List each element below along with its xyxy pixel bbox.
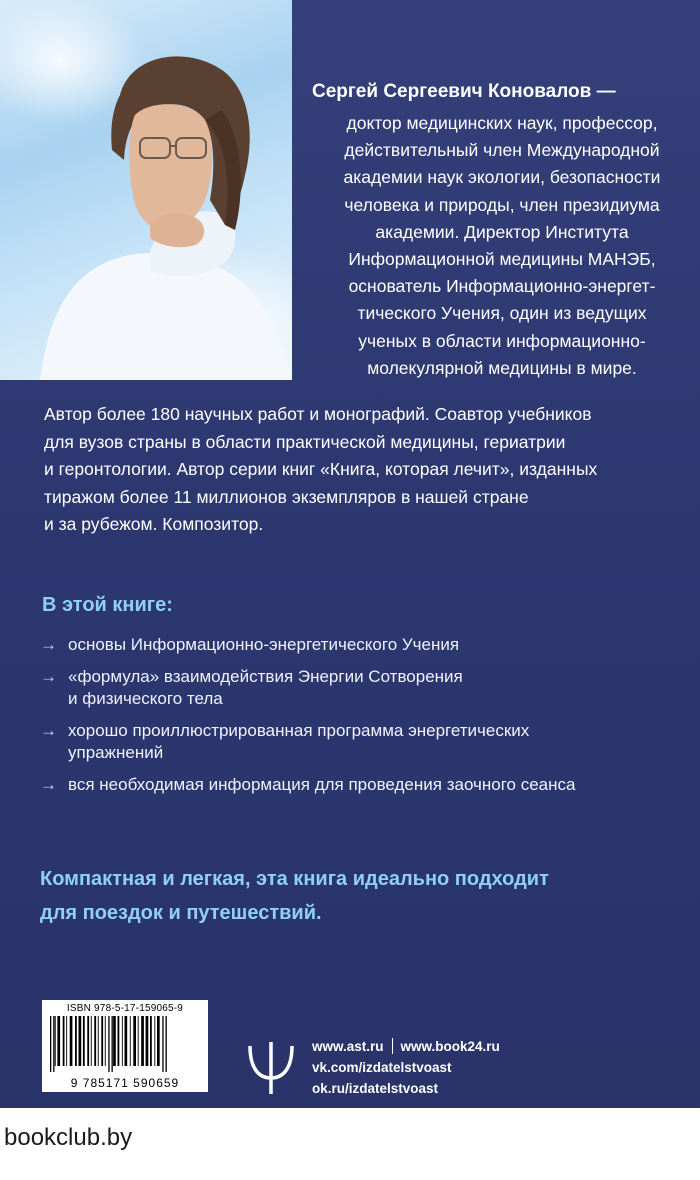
bio-line: доктор медицинских наук, профессор, <box>346 113 658 133</box>
publisher-link[interactable]: www.ast.ru <box>312 1039 384 1054</box>
watermark-text: bookclub.by <box>4 1124 133 1151</box>
barcode-bar <box>138 1016 139 1066</box>
bio-line: ученых в области информационно- <box>358 330 646 351</box>
bio-line: и геронтологии. Автор серии книг «Книга, которая лечит», изданных <box>44 459 598 479</box>
list-item <box>40 666 680 710</box>
barcode-bar <box>113 1016 116 1066</box>
bio-line: академии. Директор Института <box>375 221 629 242</box>
barcode <box>42 1000 208 1092</box>
barcode-bar <box>146 1016 149 1066</box>
author-photo <box>0 0 292 380</box>
tagline-line: Компактная и легкая, эта книга идеально подходит <box>40 868 549 890</box>
isbn-number: ISBN 978-5-17-159065-9 <box>66 1003 184 1014</box>
barcode-bar <box>63 1016 65 1066</box>
list-item-text: «формула» взаимодействия Энергии Сотворения и физического тела <box>68 667 463 708</box>
author-portrait-illustration <box>0 0 292 380</box>
barcode-bar <box>108 1016 109 1072</box>
bio-line: академии наук экологии, безопасности <box>343 167 661 188</box>
barcode-bar <box>55 1016 56 1066</box>
barcode-bar <box>98 1016 99 1066</box>
barcode-bar <box>105 1016 106 1066</box>
list-item-text: вся необходимая информация для проведения заочного сеанса <box>68 775 576 794</box>
bio-line: тиражом более 11 миллионов экземпляров в нашей стране <box>44 486 529 507</box>
barcode-bar <box>112 1016 113 1072</box>
bio-line: Информационной медицины МАНЭБ, <box>348 249 656 270</box>
tagline-line: для поездок и путешествий. <box>40 902 322 924</box>
psi-logo-icon <box>246 1040 296 1096</box>
barcode-bar <box>118 1016 120 1066</box>
barcode-bar <box>166 1016 167 1072</box>
bio-line: человека и природы, член президиума <box>344 194 660 215</box>
barcode-bar <box>157 1016 160 1066</box>
publisher-link[interactable]: vk.com/izdatelstvoast <box>312 1060 452 1075</box>
publisher-link[interactable]: www.book24.ru <box>400 1039 500 1054</box>
publisher-links <box>312 1036 500 1099</box>
barcode-bar <box>162 1016 163 1072</box>
barcode-bar <box>154 1016 155 1066</box>
watermark-bar <box>0 1108 700 1180</box>
list-item <box>40 634 680 656</box>
barcode-bar <box>133 1016 136 1066</box>
bio-line: действительный член Международной <box>344 140 660 161</box>
arrow-right-icon: → <box>40 775 57 794</box>
barcode-bar <box>101 1016 103 1066</box>
list-item-text: основы Информационно-энергетического Учения <box>68 635 460 654</box>
barcode-bar <box>75 1016 77 1066</box>
barcode-bars <box>48 1016 202 1072</box>
barcode-bar <box>66 1016 67 1066</box>
divider <box>392 1038 393 1054</box>
arrow-right-icon: → <box>40 721 57 740</box>
bio-line: для вузов страны в области практической медицины, гериатрии <box>44 431 566 452</box>
barcode-bar <box>94 1016 96 1066</box>
bio-line: основатель Информационно-энергет- <box>348 276 656 297</box>
barcode-bar <box>150 1016 152 1066</box>
list-item-text: хорошо проиллюстрированная программа энергетических упражнений <box>68 721 530 762</box>
barcode-bar <box>50 1016 51 1072</box>
arrow-right-icon: → <box>40 635 57 654</box>
barcode-bar <box>141 1016 144 1066</box>
barcode-digits: 9 785171 590659 <box>70 1076 180 1090</box>
bio-line: тического Учения, один из ведущих <box>357 303 647 324</box>
publisher-link[interactable]: ok.ru/izdatelstvoast <box>312 1081 439 1096</box>
barcode-bar <box>79 1016 82 1066</box>
barcode-bar <box>87 1016 89 1066</box>
author-bio <box>312 110 692 382</box>
barcode-bar <box>130 1016 131 1066</box>
section-title: В этой книге: <box>42 594 173 616</box>
barcode-bar <box>83 1016 85 1066</box>
list-item <box>40 720 680 764</box>
bio-line: Автор более 180 научных работ и монографий. Соавтор учебников <box>44 404 592 424</box>
author-name: Сергей Сергеевич Коновалов — <box>312 81 616 102</box>
feature-list <box>40 634 680 806</box>
barcode-bar <box>57 1016 60 1066</box>
barcode-bar <box>122 1016 123 1066</box>
author-bio-continued <box>44 401 664 539</box>
list-item <box>40 774 680 796</box>
arrow-right-icon: → <box>40 667 57 686</box>
bio-line: молекулярной медицины в мире. <box>367 357 637 378</box>
barcode-bar <box>125 1016 128 1066</box>
bio-line: и за рубежом. Композитор. <box>44 514 264 534</box>
barcode-bar <box>70 1016 73 1066</box>
barcode-bar <box>53 1016 54 1072</box>
barcode-bar <box>91 1016 92 1066</box>
tagline <box>40 862 680 930</box>
